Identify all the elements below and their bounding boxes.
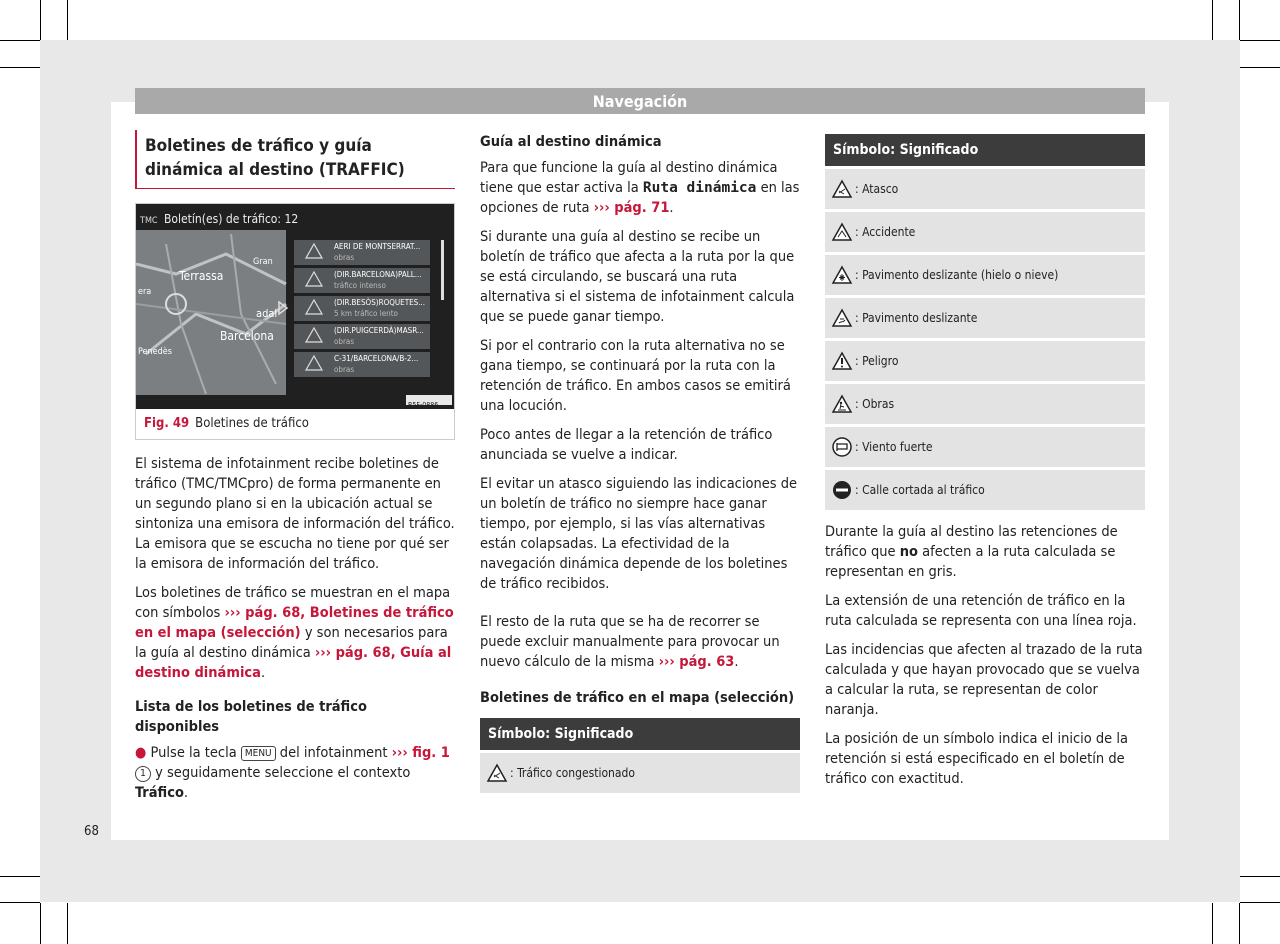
- symbol-table: [480, 718, 800, 793]
- text: .: [734, 654, 739, 670]
- paragraph: [480, 612, 800, 672]
- screen-list-item: [334, 325, 424, 347]
- paragraph: Las incidencias que afecten al trazado de la ruta calculada y que hayan provocado que se vuelva a calcular la ruta, se representan de color naranja.: [825, 642, 1143, 718]
- column-middle: [480, 130, 800, 793]
- cross-reference-link[interactable]: ››› pág. 63: [658, 654, 735, 670]
- setting-name: Ruta dinámica: [642, 180, 757, 196]
- table-cell: [825, 168, 1145, 211]
- symbol-label: : Obras: [855, 396, 895, 411]
- column-right: [825, 134, 1145, 798]
- cross-reference-link[interactable]: ››› pág. 68, Guía al destino dinámica: [135, 645, 452, 681]
- table-row: [825, 211, 1145, 254]
- screen-item-sub: 5 km tráfico lento: [334, 309, 398, 318]
- table-row: [825, 297, 1145, 340]
- symbol-label: : Peligro: [855, 353, 899, 368]
- text: en las opciones de ruta: [480, 180, 800, 216]
- strong-wind-icon: [831, 437, 853, 457]
- subsection-title: Boletines de tráfico en el mapa (selección): [480, 690, 795, 706]
- road-closed-icon: [831, 480, 853, 500]
- crop-mark: [0, 902, 40, 903]
- table-cell: [825, 383, 1145, 426]
- crop-mark: [1239, 0, 1240, 40]
- figure-number: Fig. 49: [144, 416, 190, 431]
- crop-mark: [1239, 903, 1240, 944]
- cross-reference-link[interactable]: ››› pág. 68, Boletines de tráfico en el mapa (selección): [135, 605, 454, 641]
- bold-text: no: [899, 544, 918, 560]
- table-row: [825, 254, 1145, 297]
- slippery-road-icon: [831, 308, 853, 328]
- screen-item-sub: tráfico intenso: [334, 281, 386, 290]
- table-header: Símbolo: Significado: [825, 134, 1145, 168]
- symbol-label: : Viento fuerte: [855, 439, 933, 454]
- callout-number: 1: [135, 766, 151, 782]
- crop-mark: [1240, 67, 1280, 68]
- symbol-table: [825, 134, 1145, 510]
- paragraph: Si por el contrario con la ruta alternativa no se gana tiempo, se continuará por la ruta con la retención de tráfico. En ambos casos se emitirá una locución.: [480, 338, 791, 414]
- crop-mark: [1240, 876, 1280, 877]
- subsection-title: Guía al destino dinámica: [480, 134, 662, 150]
- screen-item-title: AERI DE MONTSERRAT...: [334, 242, 421, 251]
- symbol-label: : Accidente: [855, 224, 916, 239]
- screen-list-item: [334, 297, 425, 319]
- cross-reference-link[interactable]: ››› fig. 1: [391, 745, 450, 761]
- crop-mark: [40, 0, 41, 40]
- list-title: Lista de los boletines de tráfico disponibles: [135, 699, 367, 735]
- text: El resto de la ruta que se ha de recorrer se puede excluir manualmente para provocar un nuevo cálculo de la misma: [480, 614, 780, 670]
- text: Durante la guía al destino las retenciones de tráfico que: [825, 524, 1118, 560]
- table-cell: [825, 211, 1145, 254]
- screen-bulletin-title: Boletín(es) de tráfico: 12: [164, 212, 299, 226]
- screen-list-item: [334, 241, 420, 263]
- screen-code: B5F-0886: [408, 401, 439, 409]
- paragraph: [825, 522, 1145, 582]
- symbol-label: : Atasco: [855, 181, 899, 196]
- figure-49: [135, 203, 455, 440]
- traffic-bulletin-screen: [136, 204, 454, 409]
- paragraph: El sistema de infotainment recibe boletines de tráfico (TMC/TMCpro) de forma permanente en un segundo plano si en la ubicación actual se sintoniza una emisora de información del tráfico. La emisora que se escucha no tiene por qué ser la emisora de información del tráfico.: [135, 456, 455, 572]
- bullet-item: [135, 743, 455, 803]
- menu-key: MENU: [241, 746, 276, 761]
- symbol-label: : Calle cortada al tráfico: [855, 482, 985, 497]
- screen-item-title: C-31/BARCELONA/B-2...: [334, 354, 419, 363]
- cross-reference-link[interactable]: ››› pág. 71: [593, 200, 670, 216]
- text: Los boletines de tráfico se muestran en el mapa con símbolos: [135, 585, 451, 621]
- map-label-penedes: Penedès: [138, 347, 173, 357]
- ice-snow-icon: [831, 265, 853, 285]
- page-header: Navegación: [135, 88, 1145, 114]
- paragraph: [135, 583, 455, 683]
- bold-text: Tráfico: [135, 785, 184, 801]
- text: Para que funcione la guía al destino dinámica tiene que estar activa la: [480, 160, 778, 196]
- figure-caption-text: Boletines de tráfico: [195, 416, 309, 431]
- crop-mark: [0, 40, 40, 41]
- table-row: [825, 426, 1145, 469]
- figure-caption: [136, 409, 454, 439]
- screen-list-item: [334, 353, 418, 375]
- crop-mark: [67, 903, 68, 944]
- crop-mark: [40, 903, 41, 944]
- table-cell: [825, 340, 1145, 383]
- text: del infotainment: [279, 745, 388, 761]
- table-cell: [825, 254, 1145, 297]
- text: y seguidamente seleccione el contexto: [155, 765, 411, 781]
- paragraph: La posición de un símbolo indica el inicio de la retención si está especificado en el boletín de tráfico con exactitud.: [825, 731, 1128, 787]
- screen-item-sub: obras: [334, 337, 355, 346]
- crop-mark: [0, 876, 40, 877]
- bullet-icon: ●: [135, 745, 147, 761]
- crop-mark: [1240, 40, 1280, 41]
- map-label-gran: Gran: [253, 257, 273, 267]
- screen-tmc-label: TMC: [140, 216, 158, 226]
- text: .: [669, 200, 674, 216]
- crop-mark: [1240, 902, 1280, 903]
- screen-item-sub: obras: [334, 365, 355, 374]
- paragraph: [480, 158, 800, 218]
- text: Pulse la tecla: [150, 745, 237, 761]
- page-number: 68: [84, 824, 99, 839]
- table-cell: [825, 469, 1145, 511]
- column-left: [135, 130, 455, 812]
- accident-icon: [831, 222, 853, 242]
- screen-item-title: (DIR.BARCELONA)PALL...: [334, 270, 422, 279]
- crop-mark: [0, 67, 40, 68]
- table-header: Símbolo: Significado: [480, 718, 800, 752]
- map-label-adal: adal: [256, 307, 278, 320]
- text: y son necesarios para la guía al destino dinámica: [135, 625, 448, 661]
- traffic-congested-icon: [486, 763, 508, 783]
- screen-list-item: [334, 269, 422, 291]
- text: afecten a la ruta calculada se representan en gris.: [825, 544, 1116, 580]
- table-cell: [480, 752, 800, 794]
- table-row: [825, 469, 1145, 511]
- paragraph: El evitar un atasco siguiendo las indicaciones de un boletín de tráfico no siempre hace ganar tiempo, por ejemplo, si las vías alternativas están colapsadas. La efectividad de la navegación dinámica depende de los boletines de tráfico recibidos.: [480, 476, 798, 592]
- paragraph: Si durante una guía al destino se recibe un boletín de tráfico que afecta a la ruta por la que se está circulando, se buscará una ruta alternativa si el sistema de infotainment calcula que se puede ganar tiempo.: [480, 229, 795, 325]
- screen-item-title: (DIR.PUIGCERDÀ)MASR...: [334, 326, 424, 335]
- symbol-label: : Pavimento deslizante (hielo o nieve): [855, 267, 1059, 282]
- screen-item-sub: obras: [334, 253, 355, 262]
- screen-item-title: (DIR.BESÒS)ROQUETES...: [334, 298, 426, 307]
- symbol-label: : Pavimento deslizante: [855, 310, 978, 325]
- roadworks-icon: [831, 394, 853, 414]
- danger-icon: [831, 351, 853, 371]
- table-row: [825, 340, 1145, 383]
- table-row: [480, 752, 800, 794]
- table-row: [825, 168, 1145, 211]
- text: .: [260, 665, 266, 681]
- table-cell: [825, 426, 1145, 469]
- crop-mark: [67, 0, 68, 40]
- section-title: Boletines de tráfico y guía dinámica al destino (TRAFFIC): [135, 130, 455, 189]
- table-row: [825, 383, 1145, 426]
- crop-mark: [1212, 0, 1213, 40]
- map-label-terrassa: Terrassa: [179, 269, 224, 283]
- map-label-era: era: [138, 287, 152, 297]
- paragraph: Poco antes de llegar a la retención de tráfico anunciada se vuelve a indicar.: [480, 427, 773, 463]
- paragraph: La extensión de una retención de tráfico en la ruta calculada se representa con una línea roja.: [825, 593, 1137, 629]
- crop-mark: [1212, 903, 1213, 944]
- table-cell: [825, 297, 1145, 340]
- text: .: [183, 785, 189, 801]
- symbol-label: : Tráfico congestionado: [510, 765, 635, 780]
- traffic-jam-icon: [831, 179, 853, 199]
- map-label-barcelona: Barcelona: [220, 329, 274, 343]
